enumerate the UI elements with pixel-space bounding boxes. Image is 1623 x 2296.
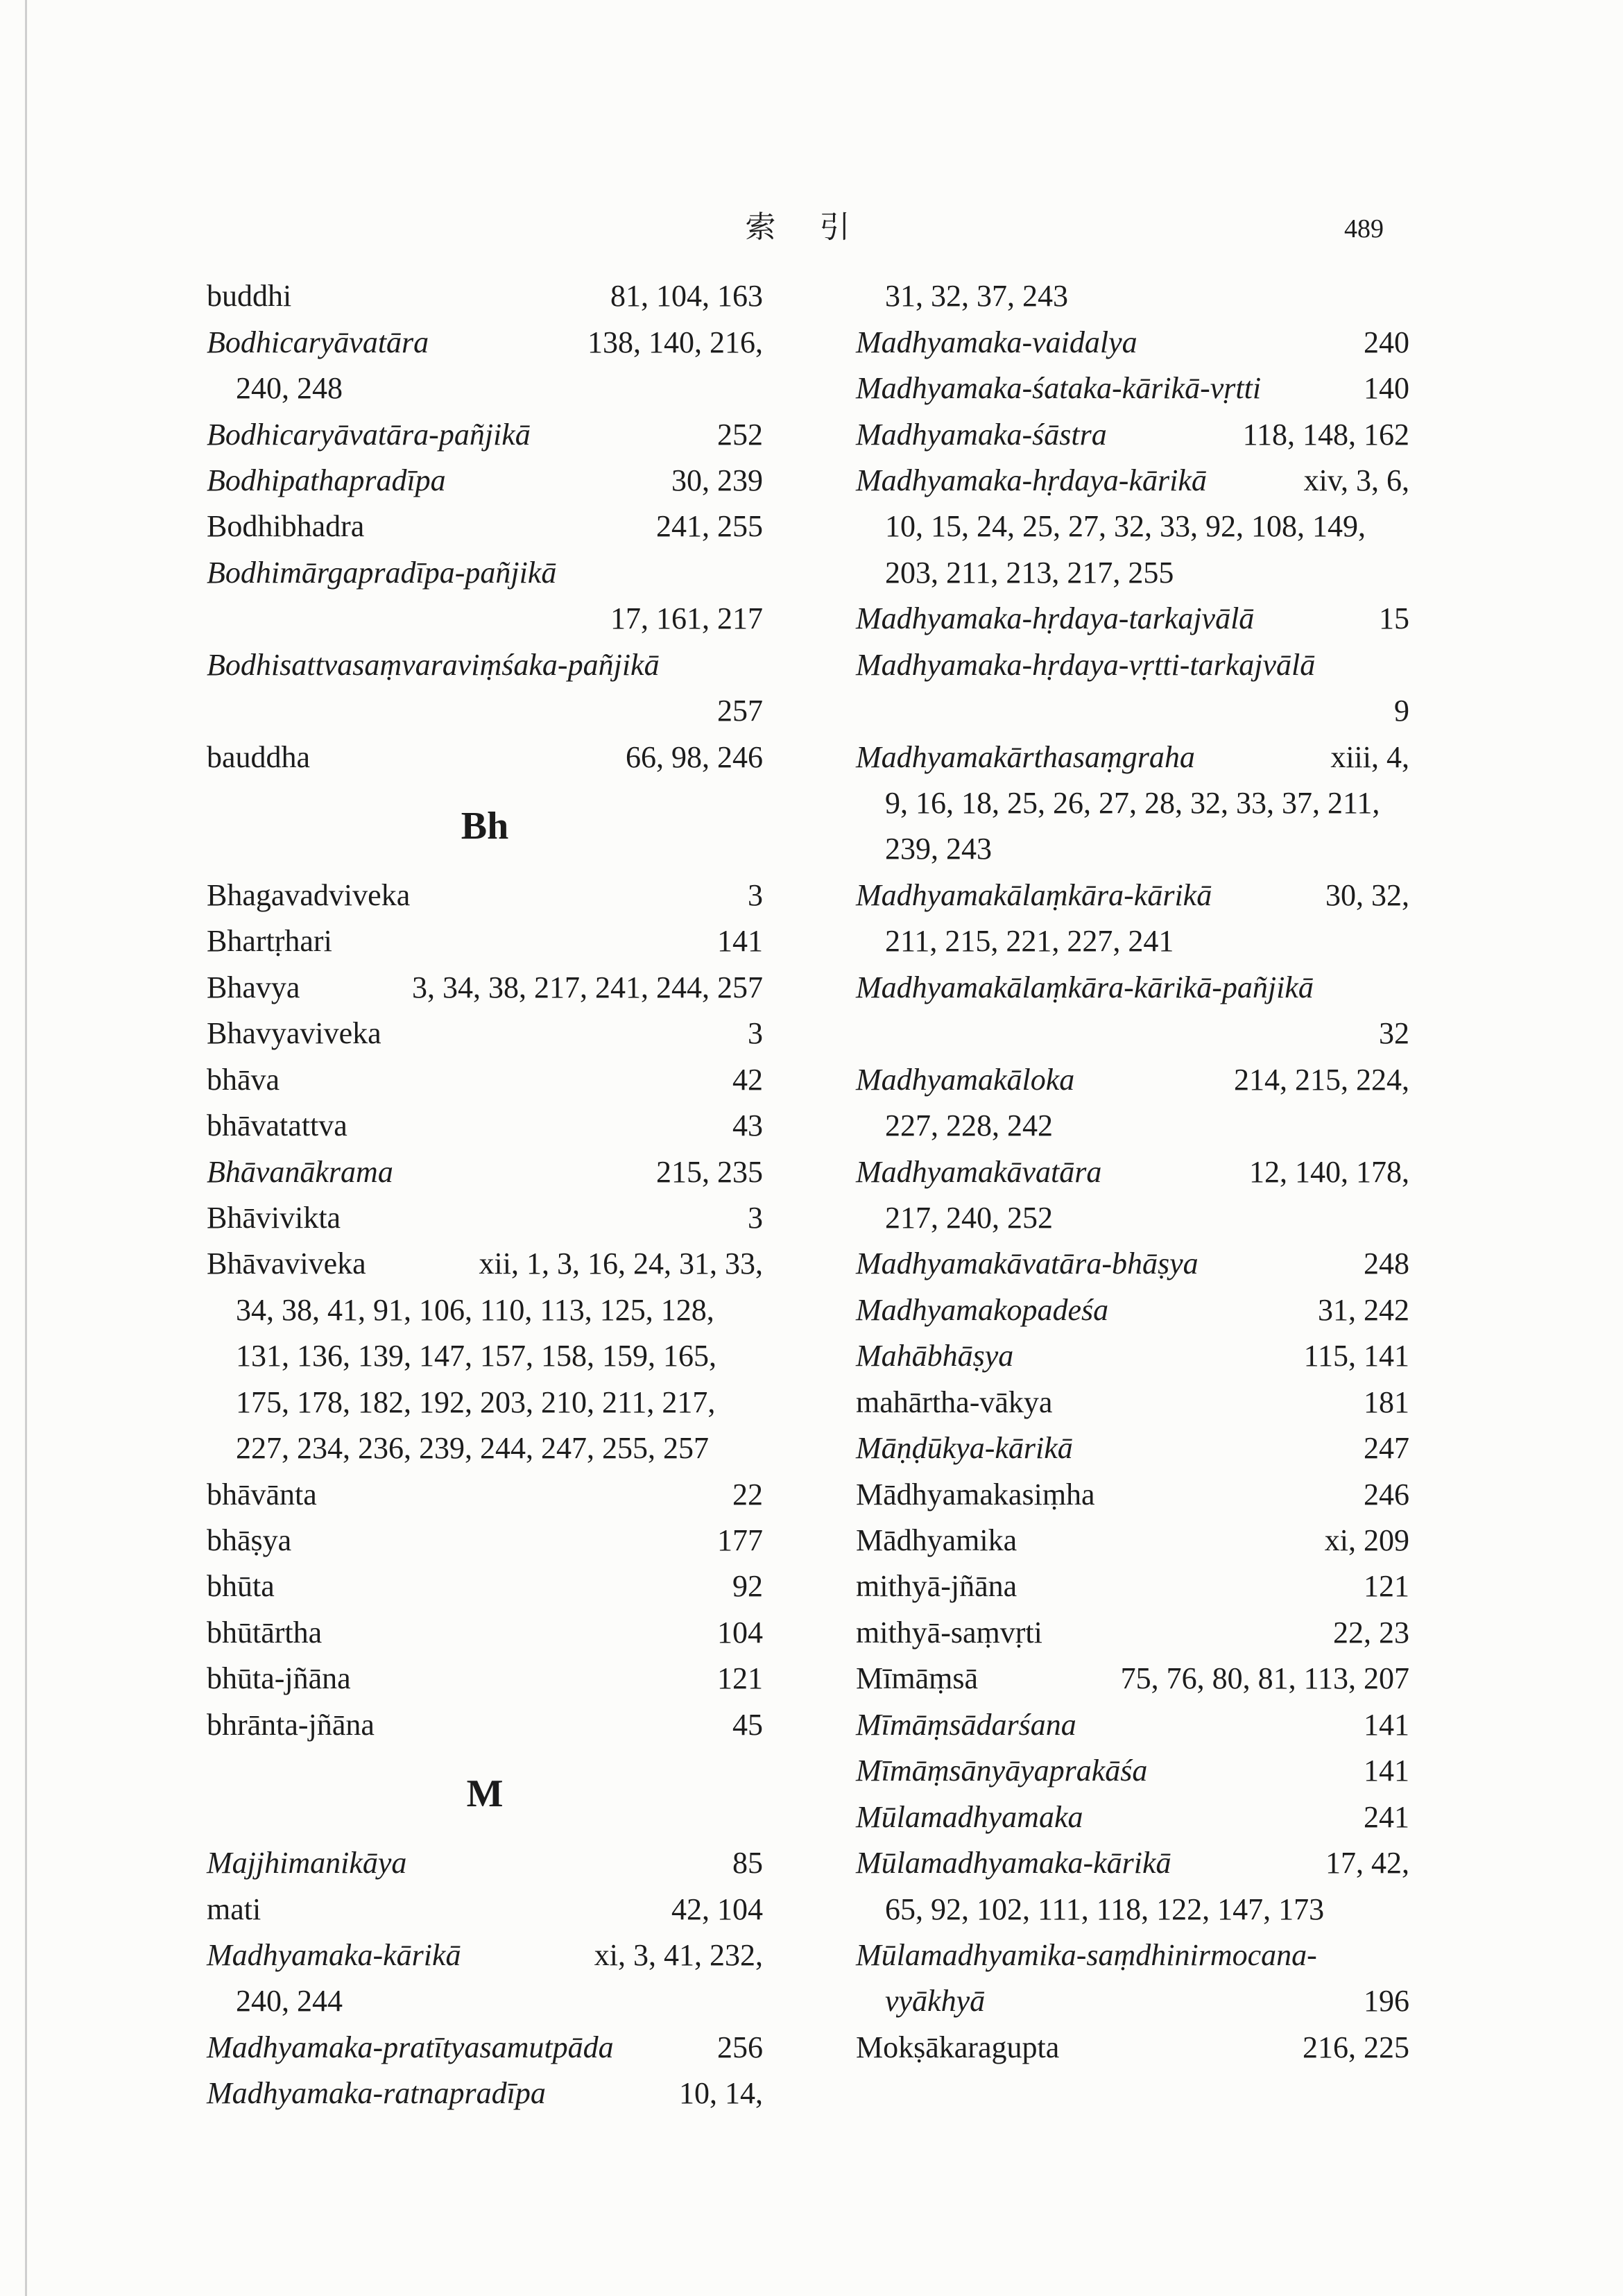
index-entry [856,734,1409,780]
index-entry-continuation [207,596,763,642]
entry-pages: 140 [1364,371,1409,406]
entry-pages: 240 [1364,325,1409,359]
index-entry-continuation [856,273,1409,319]
entry-term: bhrānta-jñāna [207,1707,375,1742]
index-entry [856,1241,1409,1287]
entry-term: Madhyamaka-ratnapradīpa [207,2076,546,2111]
index-entry [207,273,763,319]
index-entry [856,1702,1409,1748]
continued-pages: 240, 248 [236,371,343,406]
entry-term: Madhyamaka-śāstra [856,417,1107,452]
index-entry [207,1933,763,1978]
entry-pages: 42, 104 [671,1892,763,1926]
entry-pages: 85 [732,1846,763,1881]
index-entry [856,1978,1409,2024]
index-entry [856,1794,1409,1840]
entry-pages: 141 [717,924,763,959]
entry-term: bhūta-jñāna [207,1661,351,1696]
index-entry-continuation [856,1011,1409,1056]
entry-term: Madhyamaka-hṛdaya-tarkajvālā [856,601,1255,636]
continued-pages: 31, 32, 37, 243 [885,279,1068,314]
index-entry [207,873,763,918]
index-entry [207,1656,763,1702]
entry-term: Bhagavadviveka [207,877,411,912]
index-column-left [207,273,763,2117]
entry-term: Bodhicaryāvatāra [207,325,429,359]
entry-term: Mādhyamika [856,1523,1017,1558]
entry-term: Bhavya [207,970,300,1004]
binding-edge [25,0,27,2296]
entry-pages: 66, 98, 246 [626,739,763,774]
entry-term: Bodhisattvasaṃvaraviṃśaka-pañjikā [207,647,660,682]
index-entry-continuation [856,1103,1409,1149]
index-entry [856,642,1409,688]
entry-term: Majjhimanikāya [207,1846,407,1881]
entry-pages: 75, 76, 80, 81, 113, 207 [1120,1661,1409,1696]
section-heading: Bh [461,805,509,848]
page-number: 489 [1344,214,1384,243]
index-entry [207,1518,763,1563]
entry-term: Madhyamaka-hṛdaya-vṛtti-tarkajvālā [856,647,1316,682]
entry-pages: 215, 235 [656,1154,763,1189]
index-entry [207,1563,763,1609]
entry-term: bhūtārtha [207,1615,323,1650]
index-entry [207,319,763,365]
continued-pages: 10, 15, 24, 25, 27, 32, 33, 92, 108, 149, [885,509,1366,544]
entry-pages: 45 [732,1707,763,1742]
index-entry [207,1149,763,1194]
index-entry [856,1518,1409,1563]
entry-term: Madhyamakāvatāra [856,1154,1102,1189]
entry-pages: 241, 255 [656,509,763,544]
index-entry [856,319,1409,365]
entry-term: Mahābhāṣya [856,1339,1014,1373]
entry-pages: 257 [717,694,763,728]
index-entry [856,1056,1409,1102]
entry-term: mahārtha-vākya [856,1385,1053,1419]
index-entry [856,1656,1409,1702]
entry-pages: 22 [732,1477,763,1511]
entry-pages: 216, 225 [1303,2030,1409,2064]
index-entry-continuation [856,1195,1409,1241]
index-entry [207,2025,763,2071]
entry-pages: 214, 215, 224, [1234,1062,1409,1097]
index-entry [856,596,1409,642]
continued-pages: 240, 244 [236,1984,343,2019]
entry-pages: 3 [748,877,763,912]
entry-pages: 9 [1394,694,1409,728]
index-entry-continuation [207,366,763,411]
entry-term: Mīmāṃsā [856,1661,978,1696]
continued-pages: 65, 92, 102, 111, 118, 122, 147, 173 [885,1892,1325,1926]
entry-pages: 248 [1364,1246,1409,1281]
index-entry [207,1195,763,1241]
entry-term: Madhyamaka-kārikā [207,1938,461,1972]
entry-term: Bhāvaviveka [207,1246,366,1281]
continued-pages: 175, 178, 182, 192, 203, 210, 211, 217, [236,1385,716,1419]
index-entry-continuation [856,780,1409,826]
continued-pages: 131, 136, 139, 147, 157, 158, 159, 165, [236,1339,716,1373]
index-entry [856,1563,1409,1609]
entry-term: bhāvatattva [207,1108,347,1143]
index-entry [207,1702,763,1748]
index-entry-continuation [207,1978,763,2024]
index-entry-continuation [856,550,1409,596]
entry-term: vyākhyā [885,1984,986,2019]
index-entry [856,1471,1409,1517]
entry-pages: xii, 1, 3, 16, 24, 31, 33, [479,1246,763,1281]
index-entry [856,873,1409,918]
entry-term: Mūlamadhyamaka-kārikā [856,1846,1171,1881]
entry-pages: 43 [732,1108,763,1143]
index-entry [207,918,763,964]
entry-pages: 15 [1379,601,1409,636]
index-entry [856,1840,1409,1886]
continued-pages: 9, 16, 18, 25, 26, 27, 28, 32, 33, 37, 211, [885,786,1380,821]
entry-term: Bhavyaviveka [207,1016,381,1051]
entry-pages: xiv, 3, 6, [1303,463,1409,497]
entry-pages: 92 [732,1569,763,1604]
index-entry-continuation [207,688,763,734]
continued-pages: 227, 234, 236, 239, 244, 247, 255, 257 [236,1431,709,1466]
index-entry [207,734,763,780]
index-entry-continuation [207,1425,763,1471]
entry-pages: 196 [1364,1984,1409,2019]
entry-pages: 17, 42, [1325,1846,1409,1881]
entry-term: Mīmāṃsādarśana [856,1707,1076,1742]
entry-pages: xi, 209 [1324,1523,1409,1558]
index-entry [856,458,1409,504]
entry-pages: xiii, 4, [1330,739,1409,774]
continued-pages: 239, 243 [885,832,992,866]
index-entry [207,1886,763,1932]
entry-term: Mīmāṃsānyāyaprakāśa [856,1754,1148,1788]
entry-pages: 252 [717,417,763,452]
entry-term: Madhyamakālaṃkāra-kārikā [856,877,1212,912]
entry-pages: 241 [1364,1799,1409,1834]
entry-term: Madhyamaka-śataka-kārikā-vṛtti [856,371,1262,406]
entry-term: Madhyamakāvatāra-bhāṣya [856,1246,1199,1281]
index-entry [207,1103,763,1149]
entry-pages: 3, 34, 38, 217, 241, 244, 257 [412,970,763,1004]
entry-term: Mūlamadhyamika-saṃdhinirmocana- [856,1937,1317,1972]
entry-term: Madhyamaka-vaidalya [856,325,1137,359]
index-entry [207,2071,763,2116]
running-head: 索 引 [745,210,868,244]
index-entry [207,458,763,504]
index-entry [856,411,1409,457]
index-entry [856,1748,1409,1794]
entry-term: Bodhicaryāvatāra-pañjikā [207,417,531,452]
entry-term: Bhāvivikta [207,1200,341,1235]
index-entry-continuation [856,918,1409,964]
entry-pages: 181 [1364,1385,1409,1419]
entry-pages: 138, 140, 216, [587,325,763,359]
entry-pages: 31, 242 [1318,1292,1409,1327]
entry-term: bhāva [207,1062,280,1097]
entry-pages: 115, 141 [1303,1339,1409,1373]
entry-pages: xi, 3, 41, 232, [594,1938,763,1972]
index-entry-continuation [856,688,1409,734]
entry-pages: 141 [1364,1754,1409,1788]
entry-term: Bodhibhadra [207,509,365,544]
index-entry [207,1471,763,1517]
entry-term: mithyā-jñāna [856,1569,1017,1604]
index-entry [856,1425,1409,1471]
index-entry [856,1380,1409,1425]
entry-pages: 12, 140, 178, [1249,1154,1409,1189]
entry-term: Bodhipathapradīpa [207,463,446,497]
entry-pages: 10, 14, [679,2076,763,2111]
entry-term: Madhyamaka-hṛdaya-kārikā [856,463,1207,497]
entry-pages: 17, 161, 217 [610,601,763,636]
index-entry [207,1840,763,1886]
index-entry-continuation [207,1380,763,1425]
entry-term: bhūta [207,1569,275,1604]
entry-term: bauddha [207,739,311,774]
entry-term: Bhartṛhari [207,924,332,959]
entry-term: Madhyamakāloka [856,1062,1075,1097]
index-entry [856,1287,1409,1333]
entry-pages: 246 [1364,1477,1409,1511]
entry-pages: 22, 23 [1333,1615,1409,1650]
entry-term: buddhi [207,279,292,314]
entry-term: Bodhimārgapradīpa-pañjikā [207,555,557,590]
index-entry [856,2025,1409,2071]
entry-pages: 30, 239 [671,463,763,497]
index-column-right [856,273,1409,2071]
entry-pages: 256 [717,2030,763,2064]
entry-term: bhāvānta [207,1477,317,1511]
index-entry-continuation [207,1333,763,1379]
entry-term: Mūlamadhyamaka [856,1799,1083,1834]
entry-pages: 30, 32, [1325,877,1409,912]
index-entry [207,1011,763,1056]
index-entry [856,1933,1409,1978]
entry-pages: 32 [1379,1016,1409,1051]
index-entry [856,1333,1409,1379]
index-entry [207,1241,763,1287]
entry-pages: 121 [717,1661,763,1696]
entry-pages: 177 [717,1523,763,1558]
index-entry [856,1610,1409,1656]
index-entry-continuation [207,1287,763,1333]
continued-pages: 203, 211, 213, 217, 255 [885,555,1174,590]
index-entry [207,1056,763,1102]
index-entry [207,504,763,549]
entry-pages: 3 [748,1200,763,1235]
entry-term: Mādhyamakasiṃha [856,1477,1095,1511]
index-entry [207,411,763,457]
entry-term: bhāṣya [207,1523,292,1558]
entry-term: Madhyamakopadeśa [856,1292,1109,1327]
index-entry-continuation [856,826,1409,872]
index-entry [856,1149,1409,1194]
continued-pages: 227, 228, 242 [885,1108,1053,1143]
entry-pages: 42 [732,1062,763,1097]
continued-pages: 34, 38, 41, 91, 106, 110, 113, 125, 128, [236,1292,714,1327]
index-entry [207,965,763,1011]
index-entry [856,965,1409,1011]
entry-pages: 118, 148, 162 [1242,417,1409,452]
index-entry [207,642,763,688]
entry-term: Māṇḍūkya-kārikā [856,1431,1073,1466]
continued-pages: 211, 215, 221, 227, 241 [885,924,1174,959]
index-entry-continuation [856,504,1409,549]
entry-pages: 81, 104, 163 [610,279,763,314]
index-entry [856,366,1409,411]
index-entry [207,1610,763,1656]
entry-term: Mokṣākaragupta [856,2030,1060,2064]
entry-pages: 121 [1364,1569,1409,1604]
entry-pages: 104 [717,1615,763,1650]
entry-term: Bhāvanākrama [207,1154,393,1189]
section-heading: M [466,1772,504,1816]
continued-pages: 217, 240, 252 [885,1200,1053,1235]
index-entry [207,550,763,596]
entry-pages: 141 [1364,1707,1409,1742]
entry-term: Madhyamaka-pratītyasamutpāda [207,2030,614,2064]
entry-pages: 3 [748,1016,763,1051]
entry-pages: 247 [1364,1431,1409,1466]
entry-term: mithyā-saṃvṛti [856,1615,1042,1650]
index-entry-continuation [856,1886,1409,1932]
entry-term: Madhyamakārthasaṃgraha [856,739,1195,774]
entry-term: Madhyamakālaṃkāra-kārikā-pañjikā [856,970,1314,1004]
entry-term: mati [207,1892,261,1926]
